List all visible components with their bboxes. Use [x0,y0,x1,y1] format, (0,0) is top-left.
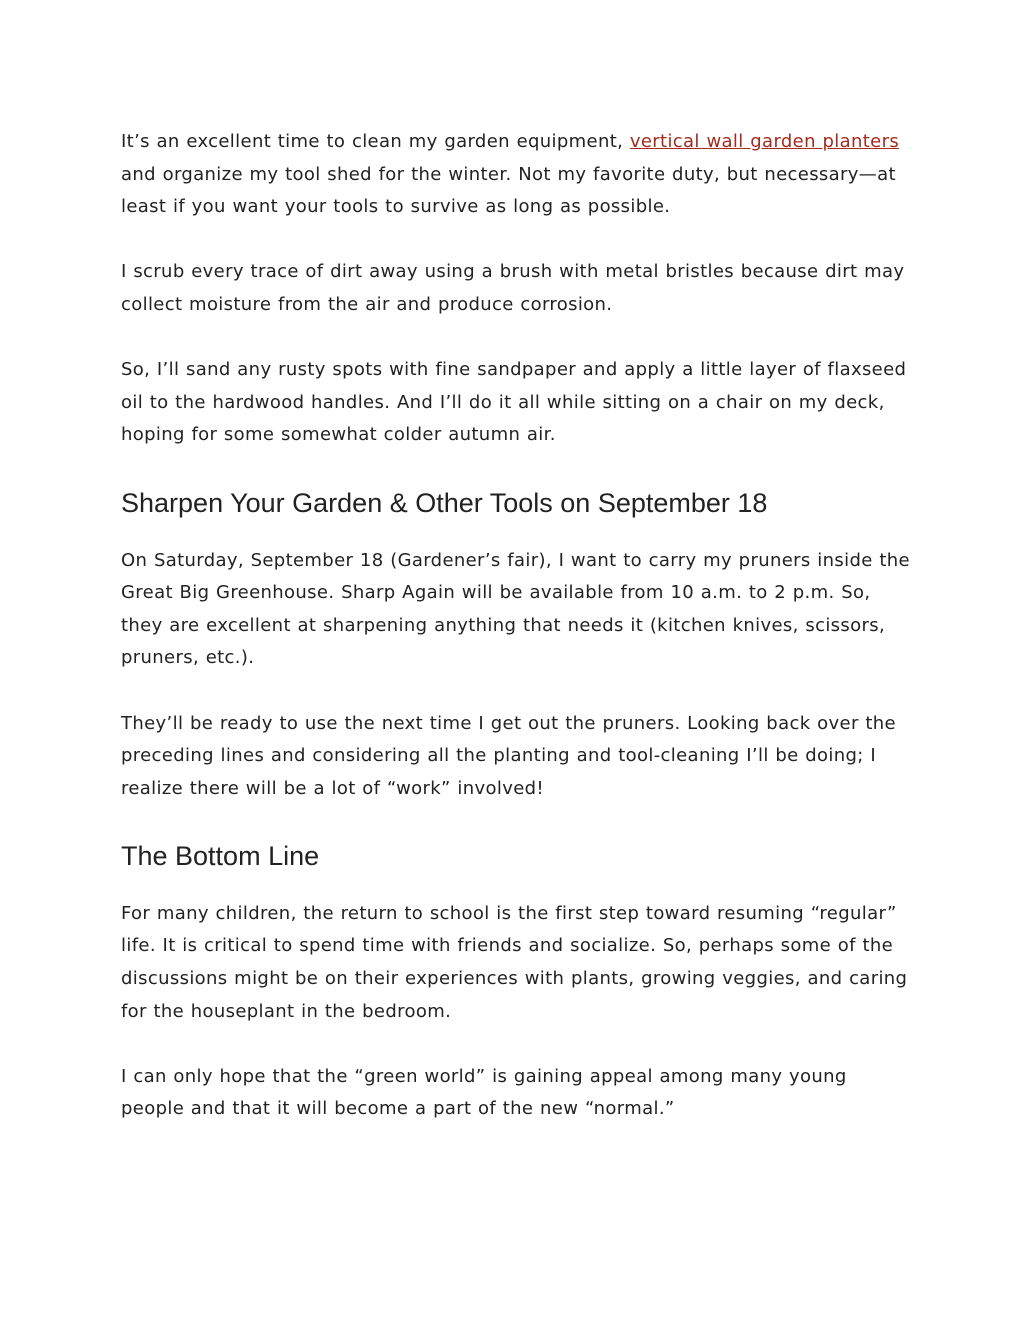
intro-paragraph-1-text-after: and organize my tool shed for the winter. Not my favorite duty, but necessary—at least if you want your tools to survive as long as possible. [121,163,896,218]
sharpen-paragraph-1: On Saturday, September 18 (Gardener’s fair), I want to carry my pruners inside the Great Big Greenhouse. Sharp Again will be available from 10 a.m. to 2 p.m. So, they are excellent at sharpening anything that needs it (kitchen knives, scissors, pruners, etc.). [121,549,910,669]
bottom-line-paragraph-1: For many children, the return to school is the first step toward resuming “regular” life. It is critical to spend time with friends and socialize. So, perhaps some of the discussions might be on their experiences with plants, growing veggies, and caring for the houseplant in the bedroom. [121,902,908,1022]
sharpen-tools-heading: Sharpen Your Garden & Other Tools on September 18 [121,487,768,518]
intro-paragraph-1 [121,126,911,224]
intro-paragraph-3: So, I’ll sand any rusty spots with fine sandpaper and apply a little layer of flaxseed oil to the hardwood handles. And I’ll do it all while sitting on a chair on my deck, hoping for some somewhat colder autumn air. [121,359,907,446]
intro-paragraph-1-text-before: It’s an excellent time to clean my garden equipment, [121,131,630,152]
vertical-wall-garden-planters-link[interactable]: vertical wall garden planters [629,131,900,152]
bottom-line-heading: The Bottom Line [121,840,320,871]
bottom-line-paragraph-2: I can only hope that the “green world” is gaining appeal among many young people and that it will become a part of the new “normal.” [121,1065,847,1120]
intro-paragraph-2: I scrub every trace of dirt away using a brush with metal bristles because dirt may collect moisture from the air and produce corrosion. [121,261,905,315]
article-body [121,126,911,1159]
sharpen-paragraph-2: They’ll be ready to use the next time I get out the pruners. Looking back over the preceding lines and considering all the planting and tool-cleaning I’ll be doing; I realize there will be a lot of “work” involved! [121,712,896,799]
